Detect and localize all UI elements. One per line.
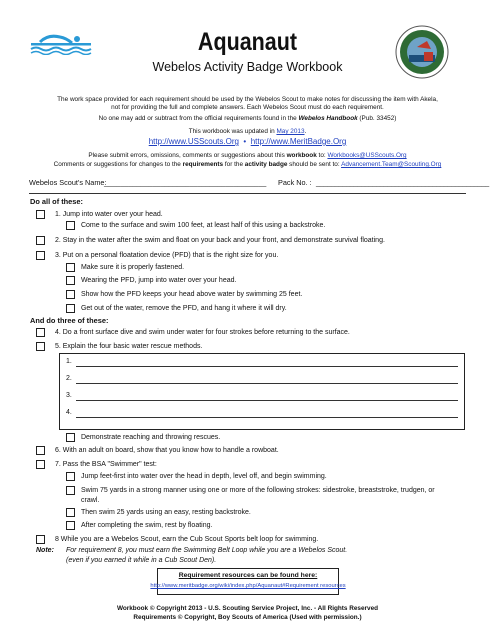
answer-num-2: 2.	[66, 375, 72, 382]
req-8-text: 8 While you are a Webelos Scout, earn the Cub Scout Sports belt loop for swimming.	[54, 536, 319, 544]
req-7d-checkbox[interactable]	[66, 521, 75, 530]
req-5a-text: Demonstrate reaching and throwing rescues.	[80, 434, 221, 442]
intro-text-line-3	[20, 115, 475, 123]
req-7b-checkbox[interactable]	[66, 486, 75, 495]
scout-name-field[interactable]: ________________________________________	[104, 178, 267, 187]
req-7-text: 7. Pass the BSA "Swimmer" test:	[54, 461, 157, 469]
req-1-text: 1. Jump into water over your head.	[54, 211, 163, 219]
changes-post: should be sent to:	[287, 161, 342, 168]
note-line-2: (even if you earned it while in a Cub Scout Den).	[66, 557, 217, 564]
req-3d-row	[66, 304, 287, 313]
req-2-text: 2. Stay in the water after the swim and float on your back and your front, and demonstrate survival floating.	[54, 237, 385, 245]
req-2-row	[36, 236, 385, 245]
req-3-checkbox[interactable]	[36, 251, 45, 260]
answer-num-3: 3.	[66, 392, 72, 399]
intro-line3-pre: No one may add or subtract from the official requirements found in the	[98, 115, 299, 122]
section-heading-all: Do all of these:	[30, 197, 83, 206]
workbooks-email-link[interactable]: Workbooks@USScouts.Org	[327, 152, 407, 159]
req-7a-row	[66, 472, 327, 481]
req-7c-row	[66, 508, 251, 517]
req-7a-checkbox[interactable]	[66, 472, 75, 481]
req-8-checkbox[interactable]	[36, 535, 45, 544]
changes-pre: Comments or suggestions for changes to the	[53, 161, 183, 168]
req-7a-text: Jump feet-first into water over the head in depth, level off, and begin swimming.	[80, 473, 327, 481]
resources-title: Requirement resources can be found here:	[178, 572, 318, 579]
pack-number-field[interactable]: ______________________________________________	[316, 178, 489, 187]
req-5-checkbox[interactable]	[36, 342, 45, 351]
req-7b-text-line-2: crawl.	[81, 497, 100, 504]
req-4-row	[36, 328, 350, 337]
req-7c-checkbox[interactable]	[66, 508, 75, 517]
footer-copyright-workbook: Workbook © Copyright 2013 - U.S. Scouting Service Project, Inc. - All Rights Reserved	[116, 605, 379, 612]
pack-number-label: Pack No. :	[278, 178, 312, 187]
errors-mid: to:	[316, 152, 328, 159]
req-4-checkbox[interactable]	[36, 328, 45, 337]
req-5a-row	[66, 433, 220, 442]
req-3d-checkbox[interactable]	[66, 304, 75, 313]
errors-bold: workbook	[286, 152, 317, 159]
answer-num-4: 4.	[66, 409, 72, 416]
changes-line	[20, 161, 475, 169]
updated-date-link[interactable]: May 2013	[276, 128, 305, 135]
req-3a-text: Make sure it is properly fastened.	[80, 264, 185, 272]
req-5-text: 5. Explain the four basic water rescue methods.	[54, 343, 203, 351]
req-2-checkbox[interactable]	[36, 236, 45, 245]
changes-mid: for the	[223, 161, 245, 168]
req-7d-text: After completing the swim, rest by floating.	[80, 522, 213, 530]
req-6-checkbox[interactable]	[36, 446, 45, 455]
scout-name-label: Webelos Scout's Name:	[29, 178, 107, 187]
webelos-handbook-title: Webelos Handbook	[298, 115, 358, 122]
updated-post: .	[304, 128, 307, 135]
req-3-row	[36, 251, 278, 260]
req-1a-row	[66, 221, 325, 230]
divider-line	[29, 193, 466, 194]
req-1a-checkbox[interactable]	[66, 221, 75, 230]
urls-line	[20, 137, 475, 147]
req-3a-checkbox[interactable]	[66, 263, 75, 272]
req-3b-text: Wearing the PFD, jump into water over your head.	[80, 277, 237, 285]
req-1a-text: Come to the surface and swim 100 feet, at least half of this using a backstroke.	[80, 222, 326, 230]
meritbadge-link[interactable]: http://www.MeritBadge.Org	[250, 137, 347, 146]
answer-num-1: 1.	[66, 358, 72, 365]
footer-copyright-requirements: Requirements © Copyright, Boy Scouts of America (Used with permission.)	[133, 614, 362, 621]
answer-line-3[interactable]	[76, 400, 458, 401]
req-7d-row	[66, 521, 212, 530]
req-7b-text-line-1: Swim 75 yards in a strong manner using one or more of the following strokes: sidestroke, breaststroke, trudgen, or	[80, 487, 435, 495]
req-3c-row	[66, 290, 302, 299]
note-label-text: Note	[36, 547, 52, 554]
changes-bold-requirements: requirements	[182, 161, 224, 168]
resources-link[interactable]: http://www.meritbadge.org/wiki/index.php/Aquanaut#Requirement resources	[150, 583, 346, 589]
answer-line-1[interactable]	[76, 366, 458, 367]
intro-line3-post: (Pub. 33452)	[357, 115, 397, 122]
page-subtitle: Webelos Activity Badge Workbook	[152, 60, 343, 74]
req-3a-row	[66, 263, 184, 272]
answer-line-4[interactable]	[76, 417, 458, 418]
req-3d-text: Get out of the water, remove the PFD, and hang it where it will dry.	[80, 305, 287, 313]
req-7-checkbox[interactable]	[36, 460, 45, 469]
req-8-row	[36, 535, 318, 544]
req-6-row	[36, 446, 279, 455]
intro-text-line-2: not for providing the full and complete answers. Each Webelos Scout must do each requirement.	[111, 104, 384, 111]
advancement-email-link[interactable]: Advancement.Team@Scouting.Org	[341, 161, 442, 168]
errors-line	[20, 152, 475, 160]
changes-bold-badge: activity badge	[244, 161, 288, 168]
req-1-checkbox[interactable]	[36, 210, 45, 219]
updated-pre: This workbook was updated in	[188, 128, 277, 135]
req-3b-checkbox[interactable]	[66, 276, 75, 285]
req-7-row	[36, 460, 157, 469]
req-5a-checkbox[interactable]	[66, 433, 75, 442]
req-3b-row	[66, 276, 236, 285]
bullet-separator: •	[243, 137, 247, 146]
page-title: Aquanaut	[197, 28, 298, 56]
answer-line-2[interactable]	[76, 383, 458, 384]
rescue-methods-answer-box	[59, 353, 465, 430]
req-6-text: 6. With an adult on board, show that you know how to handle a rowboat.	[54, 447, 279, 455]
section-heading-three: And do three of these:	[30, 316, 109, 325]
req-7c-text: Then swim 25 yards using an easy, resting backstroke.	[80, 509, 251, 517]
req-7b-row	[66, 486, 435, 495]
usscouts-link[interactable]: http://www.USScouts.Org	[148, 137, 239, 146]
req-1-row	[36, 210, 163, 219]
req-3c-text: Show how the PFD keeps your head above water by swimming 25 feet.	[80, 291, 303, 299]
errors-pre: Please submit errors, omissions, comments or suggestions about this	[88, 152, 287, 159]
req-3-text: 3. Put on a personal floatation device (PFD) that is the right size for you.	[54, 252, 279, 260]
req-4-text: 4. Do a front surface dive and swim under water for four strokes before returning to the surface.	[54, 329, 350, 337]
updated-line	[20, 128, 475, 136]
note-label: Note:	[36, 547, 54, 554]
intro-text-line-1: The work space provided for each requirement should be used by the Webelos Scout to make notes for discussing the item with Akela,	[57, 96, 438, 103]
req-3c-checkbox[interactable]	[66, 290, 75, 299]
note-line-1: For requirement 8, you must earn the Swimming Belt Loop while you are a Webelos Scout.	[66, 547, 348, 554]
req-5-row	[36, 342, 202, 351]
